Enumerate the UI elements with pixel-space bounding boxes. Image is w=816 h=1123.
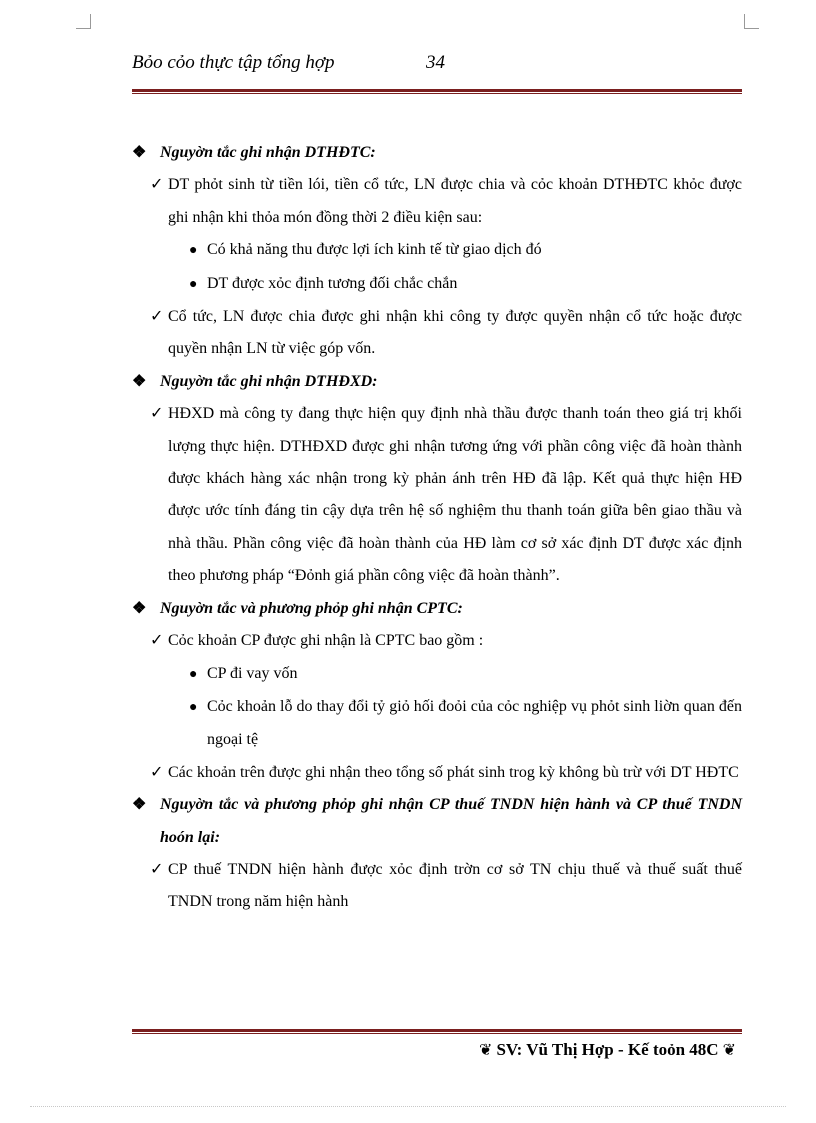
check-item xyxy=(132,625,742,657)
item-text: CP thuế TNDN hiện hành được xỏc định trờn cơ sở TN chịu thuế và thuế suất thuế TNDN trong năm hiện hành xyxy=(168,860,742,911)
crop-mark-top-right xyxy=(744,14,759,29)
checkmark-icon: ✓ xyxy=(150,632,164,650)
diamond-bullet-icon: ❖ xyxy=(132,796,147,814)
round-bullet-icon: ● xyxy=(189,699,198,715)
check-item xyxy=(132,757,742,789)
heading-text: Nguyờn tắc ghi nhận DTHĐTC: xyxy=(160,144,376,161)
footer-text: SV: Vũ Thị Hợp - Kế toỏn 48C xyxy=(496,1040,719,1059)
section-heading xyxy=(132,593,742,625)
heading-text: Nguyờn tắc và phương phỏp ghi nhận CP thuế TNDN hiện hành và CP thuế TNDN hoón lại: xyxy=(160,796,742,846)
bullet-text: Cỏc khoản lỗ do thay đổi tỷ giỏ hối đoỏi của cỏc nghiệp vụ phỏt sinh liờn quan đến ngoại tệ xyxy=(207,697,742,749)
page-header xyxy=(132,52,742,76)
heading-text: Nguyờn tắc và phương phỏp ghi nhận CPTC: xyxy=(160,599,463,617)
header-title: Bỏo cỏo thực tập tổng hợp xyxy=(132,52,335,73)
round-bullet-icon: ● xyxy=(189,666,198,682)
checkmark-icon: ✓ xyxy=(150,860,164,878)
item-text: Cổ tức, LN được chia được ghi nhận khi công ty được quyền nhận cổ tức hoặc được quyền nhận LN từ việc góp vốn. xyxy=(168,308,742,358)
item-text: Các khoản trên được ghi nhận theo tổng số phát sinh trog kỳ không bù trừ với DT HĐTC xyxy=(168,763,739,781)
check-item xyxy=(132,398,742,592)
checkmark-icon: ✓ xyxy=(150,308,164,326)
diamond-bullet-icon: ❖ xyxy=(132,372,147,390)
check-item xyxy=(132,169,742,234)
leaf-ornament-icon: ❦ xyxy=(722,1042,736,1059)
heading-text: Nguyờn tắc ghi nhận DTHĐXD: xyxy=(160,372,378,390)
diamond-bullet-icon: ❖ xyxy=(132,599,147,617)
diamond-bullet-icon: ❖ xyxy=(132,144,147,161)
crop-mark-top-left xyxy=(76,14,91,29)
bullet-text: Có khả năng thu được lợi ích kinh tế từ giao dịch đó xyxy=(207,241,542,259)
page-footer xyxy=(475,1040,740,1060)
checkmark-icon: ✓ xyxy=(150,763,164,781)
check-item xyxy=(132,301,742,366)
item-text: HĐXD mà công ty đang thực hiện quy định nhà thầu được thanh toán theo giá trị khối lượng thực hiện. DTHĐXD được ghi nhận tương ứng với phần công việc đã hoàn thành được khách hàng xác nhận trong kỳ phản ánh trên HĐ đã lập. Kết quả thực hiện HĐ được ước tính đáng tin cậy dựa trên hệ số nghiệm thu thanh toán giữa bên giao thầu và nhà thầu. Phần công việc đã hoàn thành của HĐ làm cơ sở xác định DT được xác định theo phương pháp “Đỏnh giá phần công việc đã hoàn thành”. xyxy=(168,405,742,585)
checkmark-icon: ✓ xyxy=(150,405,164,423)
section-heading xyxy=(132,366,742,398)
round-bullet-icon: ● xyxy=(189,243,198,259)
footer-rule xyxy=(132,1029,742,1034)
bullet-text: DT được xỏc định tương đối chắc chắn xyxy=(207,274,458,292)
round-bullet-icon: ● xyxy=(189,276,198,292)
section-heading xyxy=(132,789,742,854)
page-number: 34 xyxy=(426,52,445,73)
page-edge-dotted-line xyxy=(30,1106,786,1107)
bullet-item xyxy=(132,658,742,691)
section-heading xyxy=(132,137,742,169)
bullet-item xyxy=(132,691,742,757)
bullet-item xyxy=(132,234,742,267)
check-item xyxy=(132,854,742,919)
header-rule xyxy=(132,89,742,94)
checkmark-icon: ✓ xyxy=(150,176,164,194)
leaf-ornament-icon: ❦ xyxy=(479,1042,493,1059)
document-body xyxy=(132,137,742,919)
item-text: Cỏc khoản CP được ghi nhận là CPTC bao gồm : xyxy=(168,632,484,650)
bullet-item xyxy=(132,268,742,301)
bullet-text: CP đi vay vốn xyxy=(207,664,298,682)
item-text: DT phỏt sinh từ tiền lói, tiền cổ tức, LN được chia và cỏc khoản DTHĐTC khỏc được ghi nhận khi thỏa món đồng thời 2 điều kiện sau: xyxy=(168,176,742,226)
